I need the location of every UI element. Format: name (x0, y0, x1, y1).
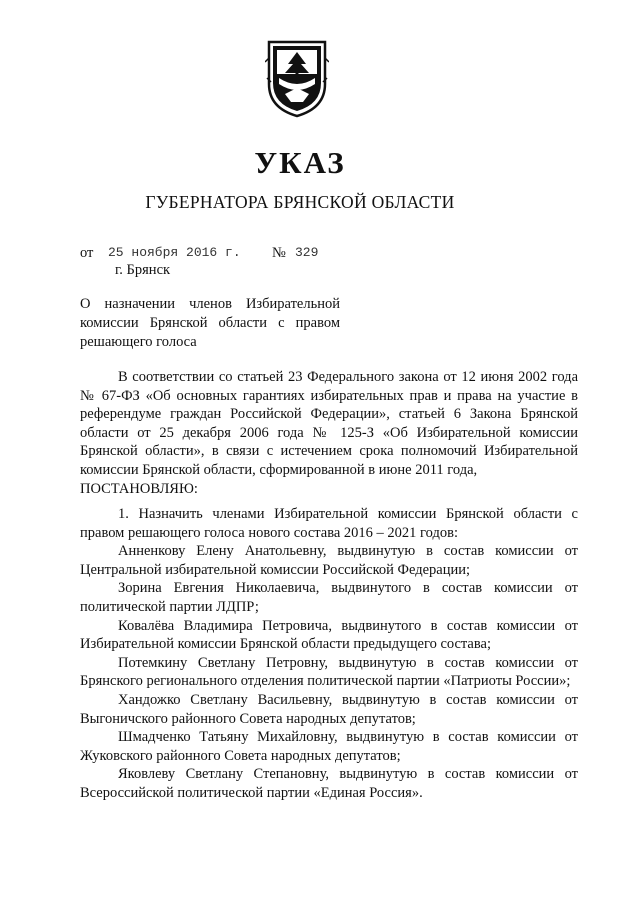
member-item: Зорина Евгения Николаевича, выдвинутого в состав комиссии от политической партии ЛДПР; (80, 580, 578, 615)
preamble-paragraph: В соответствии со статьей 23 Федерального закона от 12 июня 2002 года № 67-ФЗ «Об основных гарантиях избирательных прав и права на участие в референдуме граждан Российской Федерации», статьей 6 Закона Брянской области от 25 декабря 2006 года № 125-З «Об Избирательной комиссии Брянской области», в связи с истечением срока полномочий Избирательной комиссии Брянской области, сформированной в июне 2011 года, (80, 369, 578, 478)
member-item: Шмадченко Татьяну Михайловну, выдвинутую в состав комиссии от Жуковского районного Совета народных депутатов; (80, 729, 578, 764)
city-line: г. Брянск (115, 262, 171, 278)
subject-line: О назначении членов Избирательной (80, 296, 340, 312)
date-value: 25 ноября 2016 г. (108, 245, 241, 260)
issuer-subtitle: ГУБЕРНАТОРА БРЯНСКОЙ ОБЛАСТИ (145, 192, 455, 212)
subject-line: решающего голоса (80, 334, 197, 350)
preamble-block (80, 368, 578, 498)
member-item: Яковлеву Светлану Степановну, выдвинутую в состав комиссии от Всероссийской политической партии «Единая Россия». (80, 766, 578, 801)
subject-block (80, 295, 340, 352)
member-item: Анненкову Елену Анатольевну, выдвинутую в состав комиссии от Центральной избирательной комиссии Российской Федерации; (80, 543, 578, 578)
clause-1-intro: 1. Назначить членами Избирательной комиссии Брянской области с правом решающего голоса нового состава 2016 – 2021 годов: (80, 506, 578, 541)
subject-line: комиссии Брянской области с правом (80, 315, 340, 331)
date-prefix: от (80, 245, 94, 261)
member-item: Потемкину Светлану Петровну, выдвинутую в состав комиссии от Брянского регионального отделения политической партии «Патриоты России»; (80, 654, 578, 690)
coat-of-arms-emblem (265, 38, 329, 118)
resolve-word: ПОСТАНОВЛЯЮ: (80, 480, 198, 497)
member-item: Хандожко Светлану Васильевну, выдвинутую в состав комиссии от Выгоничского районного Совета народных депутатов; (80, 691, 578, 727)
document-title: УКАЗ (254, 145, 346, 180)
member-item: Ковалёва Владимира Петровича, выдвинутого в состав комиссии от Избирательной комиссии Брянской области предыдущего состава; (80, 617, 578, 653)
number-prefix: № (272, 245, 286, 261)
clause-1-block (80, 505, 578, 803)
number-value: 329 (295, 245, 319, 260)
